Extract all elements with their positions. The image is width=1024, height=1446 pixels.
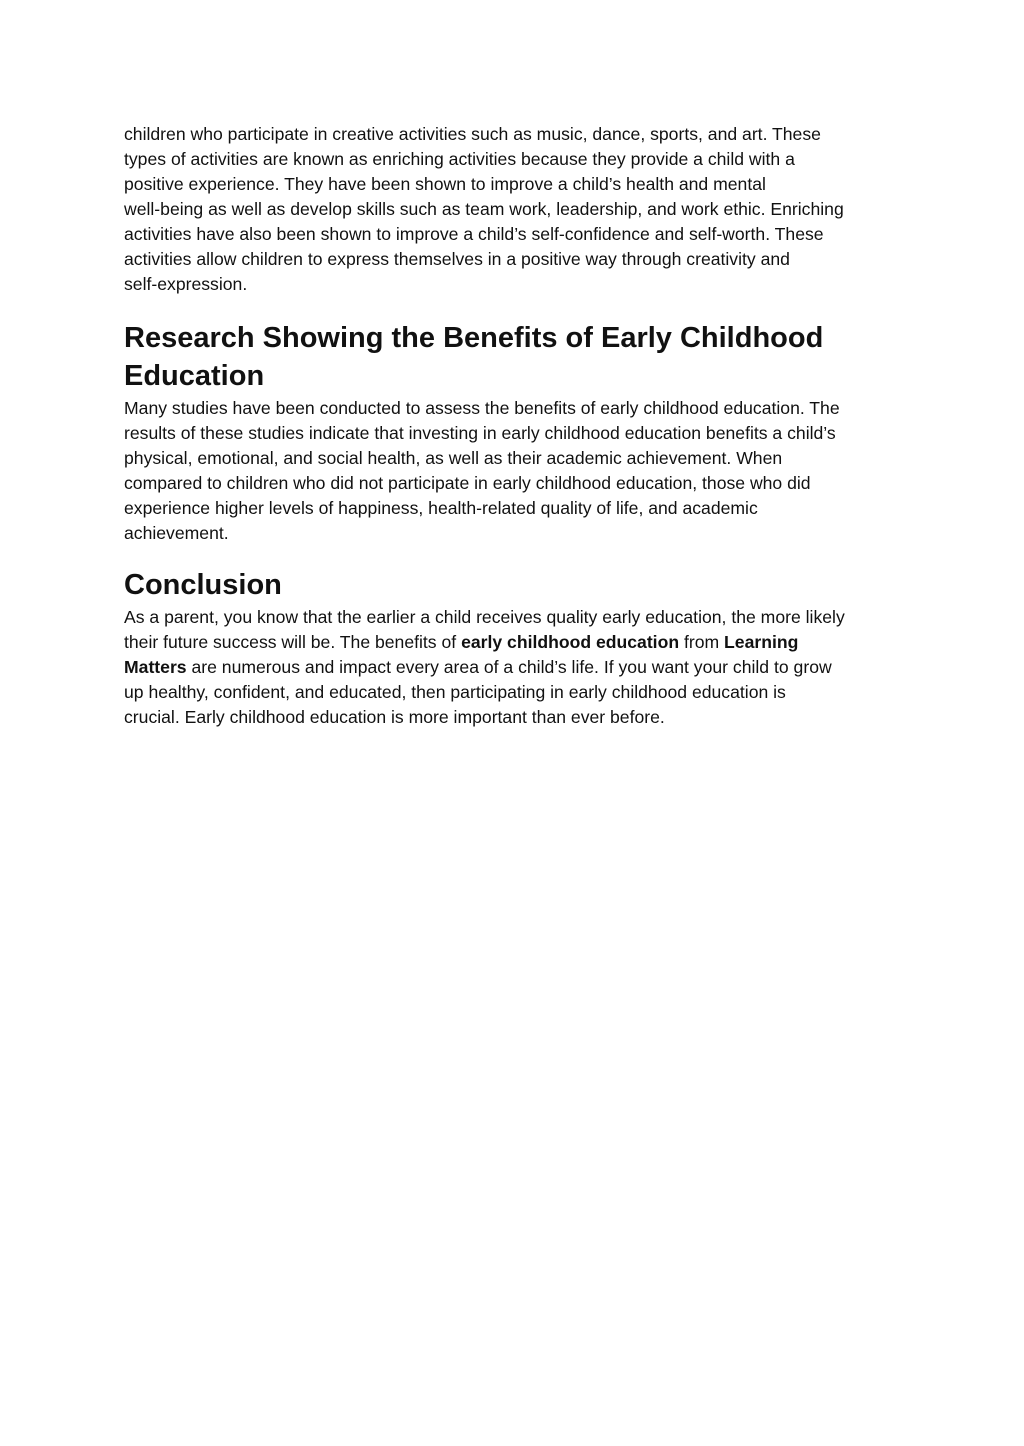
research-line: achievement. [124,523,229,543]
research-line: results of these studies indicate that investing in early childhood education benefits a child’s [124,423,836,443]
conclusion-line: crucial. Early childhood education is more important than ever before. [124,707,665,727]
conclusion-line: up healthy, confident, and educated, then participating in early childhood education is [124,682,786,702]
intro-line: self-expression. [124,274,248,294]
early-childhood-education-bold: early childhood education [461,632,680,652]
intro-line: children who participate in creative activities such as music, dance, sports, and art. These [124,124,821,144]
intro-line: types of activities are known as enriching activities because they provide a child with a [124,149,795,169]
conclusion-paragraph [124,605,914,730]
conclusion-text: from [679,632,725,652]
research-line: Many studies have been conducted to assess the benefits of early childhood education. The [124,398,840,418]
conclusion-heading: Conclusion [124,569,282,601]
research-line: experience higher levels of happiness, health-related quality of life, and academic [124,498,758,518]
conclusion-line: As a parent, you know that the earlier a child receives quality early education, the more likely [124,607,845,627]
document-page [124,122,914,730]
research-heading-line: Research Showing the Benefits of Early Childhood [124,322,824,354]
conclusion-text: are numerous and impact every area of a child’s life. If you want your child to grow [186,657,832,677]
research-heading [124,319,914,395]
conclusion-line [124,655,914,680]
conclusion-line [124,630,914,655]
research-heading-line: Education [124,360,265,392]
intro-line: activities allow children to express themselves in a positive way through creativity and [124,249,790,269]
research-line: compared to children who did not participate in early childhood education, those who did [124,473,811,493]
intro-line: well-being as well as develop skills such as team work, leadership, and work ethic. Enriching [124,199,844,219]
research-line: physical, emotional, and social health, as well as their academic achievement. When [124,448,783,468]
research-paragraph [124,396,914,546]
learning-matters-bold: Learning [724,632,799,652]
intro-line: activities have also been shown to improve a child’s self-confidence and self-worth. These [124,224,824,244]
intro-paragraph [124,122,914,297]
intro-line: positive experience. They have been shown to improve a child’s health and mental [124,174,766,194]
learning-matters-bold: Matters [124,657,187,677]
conclusion-text: their future success will be. The benefits of [124,632,462,652]
